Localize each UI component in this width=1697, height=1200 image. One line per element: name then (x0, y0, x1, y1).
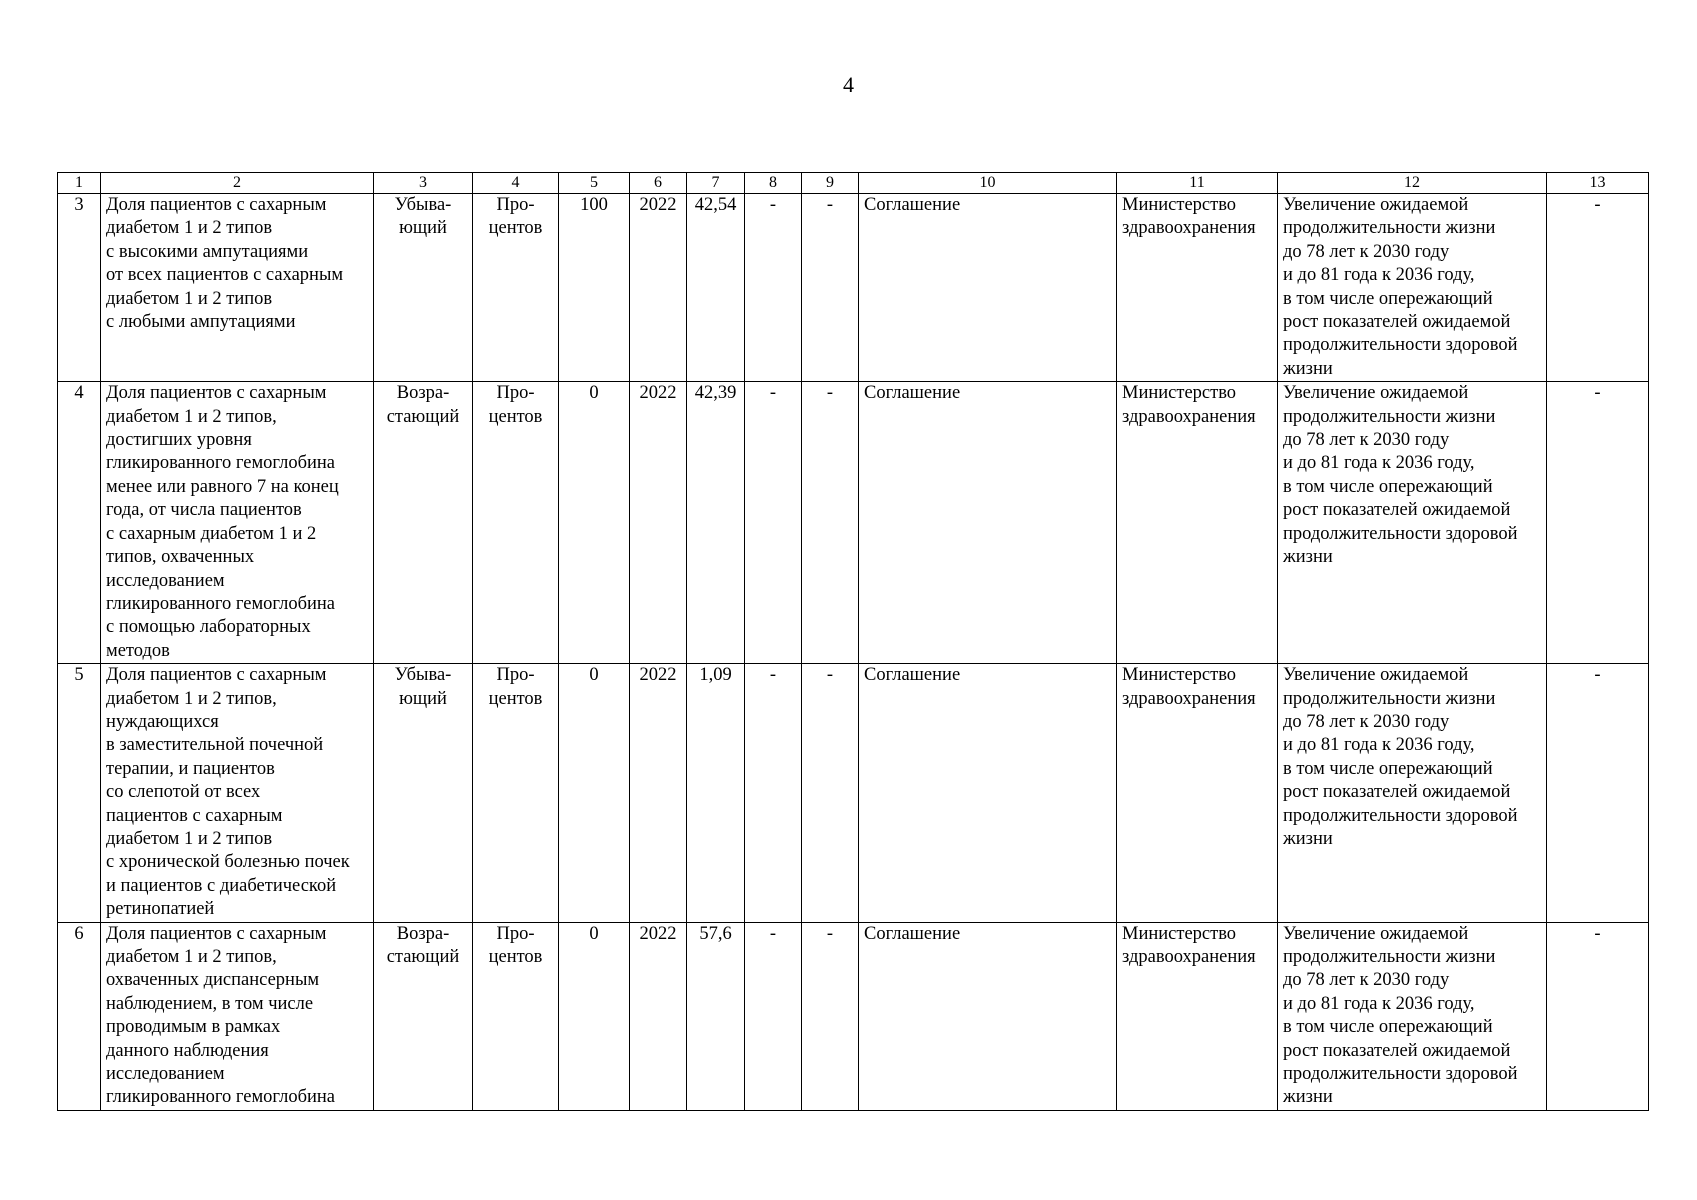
base-year-cell: 2022 (630, 382, 687, 664)
indicator-name-cell (101, 194, 374, 382)
unit-cell (473, 664, 559, 922)
cell-line: стающий (386, 947, 460, 967)
column-13-cell: - (1547, 382, 1649, 664)
column-8-cell: - (745, 382, 802, 664)
indicator-name-cell (101, 664, 374, 922)
cell-line: здравоохранения (1122, 406, 1256, 427)
row-number-cell: 4 (58, 382, 101, 664)
column-9-cell: - (802, 922, 859, 1110)
column-8-cell: - (745, 664, 802, 922)
cell-line: терапии, и пациентов (106, 758, 275, 779)
cell-line: в том числе опережающий (1283, 476, 1493, 497)
cell-line: в том числе опережающий (1283, 1017, 1493, 1038)
cell-line: и до 81 года к 2036 году, (1283, 735, 1475, 756)
cell-line: охваченных диспансерным (106, 970, 320, 991)
column-9-cell: - (802, 664, 859, 922)
cell-line: диабетом 1 и 2 типов (106, 828, 273, 849)
cell-line: достигших уровня (106, 430, 252, 451)
cell-line: Министерство (1122, 665, 1237, 686)
trend-cell (374, 382, 473, 664)
cell-line: Увеличение ожидаемой (1283, 923, 1469, 944)
base-value-cell: 100 (559, 194, 630, 382)
unit-cell (473, 382, 559, 664)
cell-line: исследованием (106, 1064, 225, 1085)
cell-line: Доля пациентов с сахарным (106, 923, 327, 944)
cell-line: продолжительности здоровой (1283, 1064, 1518, 1085)
column-13-cell: - (1547, 194, 1649, 382)
column-number-row (58, 173, 1649, 194)
unit-cell (473, 922, 559, 1110)
column-number-cell: 1 (58, 173, 101, 194)
cell-line: ющий (399, 688, 447, 709)
cell-line: нуждающихся (106, 711, 219, 732)
base-value-cell: 0 (559, 922, 630, 1110)
cell-line: пациентов с сахарным (106, 805, 283, 826)
cell-line: гликированного гемоглобина (106, 593, 335, 614)
column-number-cell: 10 (859, 173, 1117, 194)
cell-line: рост показателей ожидаемой (1283, 312, 1511, 333)
cell-line: жизни (1283, 358, 1333, 379)
cell-line: продолжительности здоровой (1283, 335, 1518, 356)
cell-line: Убыва- (394, 195, 452, 215)
cell-line: и пациентов с диабетической (106, 875, 337, 896)
column-number-cell: 5 (559, 173, 630, 194)
cell-line: методов (106, 640, 170, 661)
cell-line: в заместительной почечной (106, 735, 324, 756)
cell-line: Про- (496, 195, 535, 215)
indicator-name-cell (101, 382, 374, 664)
cell-line: диабетом 1 и 2 типов (106, 288, 273, 309)
cell-line: с сахарным диабетом 1 и 2 (106, 523, 317, 544)
cell-line: в том числе опережающий (1283, 758, 1493, 779)
column-number-cell: 6 (630, 173, 687, 194)
cell-line: с хронической болезнью почек (106, 852, 350, 873)
cell-line: исследованием (106, 570, 225, 591)
cell-line: рост показателей ожидаемой (1283, 500, 1511, 521)
cell-line: наблюдением, в том числе (106, 993, 314, 1014)
cell-line: в том числе опережающий (1283, 288, 1493, 309)
value-cell: 1,09 (687, 664, 745, 922)
cell-line: с любыми ампутациями (106, 312, 296, 333)
column-number-cell: 8 (745, 173, 802, 194)
column-13-cell: - (1547, 922, 1649, 1110)
cell-line: Доля пациентов с сахарным (106, 665, 327, 686)
base-value-cell: 0 (559, 664, 630, 922)
cell-line: Убыва- (394, 665, 452, 686)
column-9-cell: - (802, 382, 859, 664)
cell-line: продолжительности жизни (1283, 218, 1496, 239)
cell-line: здравоохранения (1122, 218, 1256, 239)
cell-line: здравоохранения (1122, 947, 1256, 967)
cell-line: Министерство (1122, 923, 1237, 944)
cell-line: с высокими ампутациями (106, 241, 309, 262)
cell-line: данного наблюдения (106, 1040, 269, 1061)
cell-line: жизни (1283, 1087, 1333, 1108)
cell-line: Увеличение ожидаемой (1283, 383, 1469, 404)
indicator-name-cell (101, 922, 374, 1110)
cell-line: года, от числа пациентов (106, 500, 302, 521)
indicators-table (57, 172, 1649, 1111)
national-goal-cell (1278, 194, 1547, 382)
cell-line: до 78 лет к 2030 году (1283, 430, 1450, 451)
cell-line: ющий (399, 218, 447, 239)
value-cell: 42,54 (687, 194, 745, 382)
trend-cell (374, 194, 473, 382)
cell-line: центов (488, 688, 543, 709)
responsible-org-cell (1117, 382, 1278, 664)
base-year-cell: 2022 (630, 194, 687, 382)
cell-line: здравоохранения (1122, 688, 1256, 709)
table-row (58, 194, 1649, 382)
document-cell: Соглашение (859, 382, 1117, 664)
cell-line: центов (488, 947, 543, 967)
cell-line: продолжительности жизни (1283, 406, 1496, 427)
cell-line: до 78 лет к 2030 году (1283, 711, 1450, 732)
cell-line: гликированного гемоглобина (106, 1087, 335, 1108)
cell-line: Министерство (1122, 383, 1237, 404)
cell-line: Доля пациентов с сахарным (106, 383, 327, 404)
cell-line: Доля пациентов с сахарным (106, 195, 327, 215)
cell-line: центов (488, 218, 543, 239)
document-cell: Соглашение (859, 194, 1117, 382)
cell-line: продолжительности здоровой (1283, 805, 1518, 826)
base-year-cell: 2022 (630, 664, 687, 922)
cell-line: диабетом 1 и 2 типов (106, 218, 273, 239)
cell-line: и до 81 года к 2036 году, (1283, 265, 1475, 286)
column-8-cell: - (745, 194, 802, 382)
responsible-org-cell (1117, 194, 1278, 382)
cell-line: Министерство (1122, 195, 1237, 215)
column-number-cell: 7 (687, 173, 745, 194)
table-row (58, 664, 1649, 922)
cell-line: продолжительности здоровой (1283, 523, 1518, 544)
column-number-cell: 9 (802, 173, 859, 194)
trend-cell (374, 664, 473, 922)
cell-line: до 78 лет к 2030 году (1283, 970, 1450, 991)
page-number: 4 (843, 72, 854, 97)
cell-line: продолжительности жизни (1283, 947, 1496, 967)
cell-line: Про- (496, 665, 535, 686)
cell-line: диабетом 1 и 2 типов, (106, 406, 277, 427)
column-number-cell: 12 (1278, 173, 1547, 194)
cell-line: рост показателей ожидаемой (1283, 782, 1511, 803)
cell-line: продолжительности жизни (1283, 688, 1496, 709)
cell-line: рост показателей ожидаемой (1283, 1040, 1511, 1061)
row-number-cell: 3 (58, 194, 101, 382)
column-number-cell: 2 (101, 173, 374, 194)
cell-line: центов (488, 406, 543, 427)
cell-line: от всех пациентов с сахарным (106, 265, 344, 286)
unit-cell (473, 194, 559, 382)
cell-line: диабетом 1 и 2 типов, (106, 947, 277, 967)
column-number-cell: 11 (1117, 173, 1278, 194)
document-cell: Соглашение (859, 922, 1117, 1110)
column-number-cell: 3 (374, 173, 473, 194)
column-number-cell: 13 (1547, 173, 1649, 194)
cell-line: Возра- (396, 383, 450, 404)
cell-line: жизни (1283, 547, 1333, 568)
column-13-cell: - (1547, 664, 1649, 922)
cell-line: Про- (496, 383, 535, 404)
document-cell: Соглашение (859, 664, 1117, 922)
cell-line: и до 81 года к 2036 году, (1283, 993, 1475, 1014)
table-row (58, 382, 1649, 664)
row-number-cell: 6 (58, 922, 101, 1110)
cell-line: диабетом 1 и 2 типов, (106, 688, 277, 709)
base-year-cell: 2022 (630, 922, 687, 1110)
column-9-cell: - (802, 194, 859, 382)
cell-line: с помощью лабораторных (106, 617, 311, 638)
cell-line: ретинопатией (106, 899, 215, 920)
cell-line: и до 81 года к 2036 году, (1283, 453, 1475, 474)
base-value-cell: 0 (559, 382, 630, 664)
value-cell: 57,6 (687, 922, 745, 1110)
national-goal-cell (1278, 922, 1547, 1110)
column-number-cell: 4 (473, 173, 559, 194)
cell-line: типов, охваченных (106, 547, 255, 568)
cell-line: Возра- (396, 923, 450, 944)
responsible-org-cell (1117, 664, 1278, 922)
table-row (58, 922, 1649, 1110)
value-cell: 42,39 (687, 382, 745, 664)
national-goal-cell (1278, 382, 1547, 664)
row-number-cell: 5 (58, 664, 101, 922)
cell-line: до 78 лет к 2030 году (1283, 241, 1450, 262)
cell-line: жизни (1283, 828, 1333, 849)
cell-line: со слепотой от всех (106, 782, 261, 803)
national-goal-cell (1278, 664, 1547, 922)
cell-line: проводимым в рамках (106, 1017, 281, 1038)
column-8-cell: - (745, 922, 802, 1110)
cell-line: гликированного гемоглобина (106, 453, 335, 474)
cell-line: Про- (496, 923, 535, 944)
trend-cell (374, 922, 473, 1110)
cell-line: Увеличение ожидаемой (1283, 195, 1469, 215)
cell-line: Увеличение ожидаемой (1283, 665, 1469, 686)
cell-line: стающий (386, 406, 460, 427)
responsible-org-cell (1117, 922, 1278, 1110)
cell-line: менее или равного 7 на конец (106, 476, 339, 497)
